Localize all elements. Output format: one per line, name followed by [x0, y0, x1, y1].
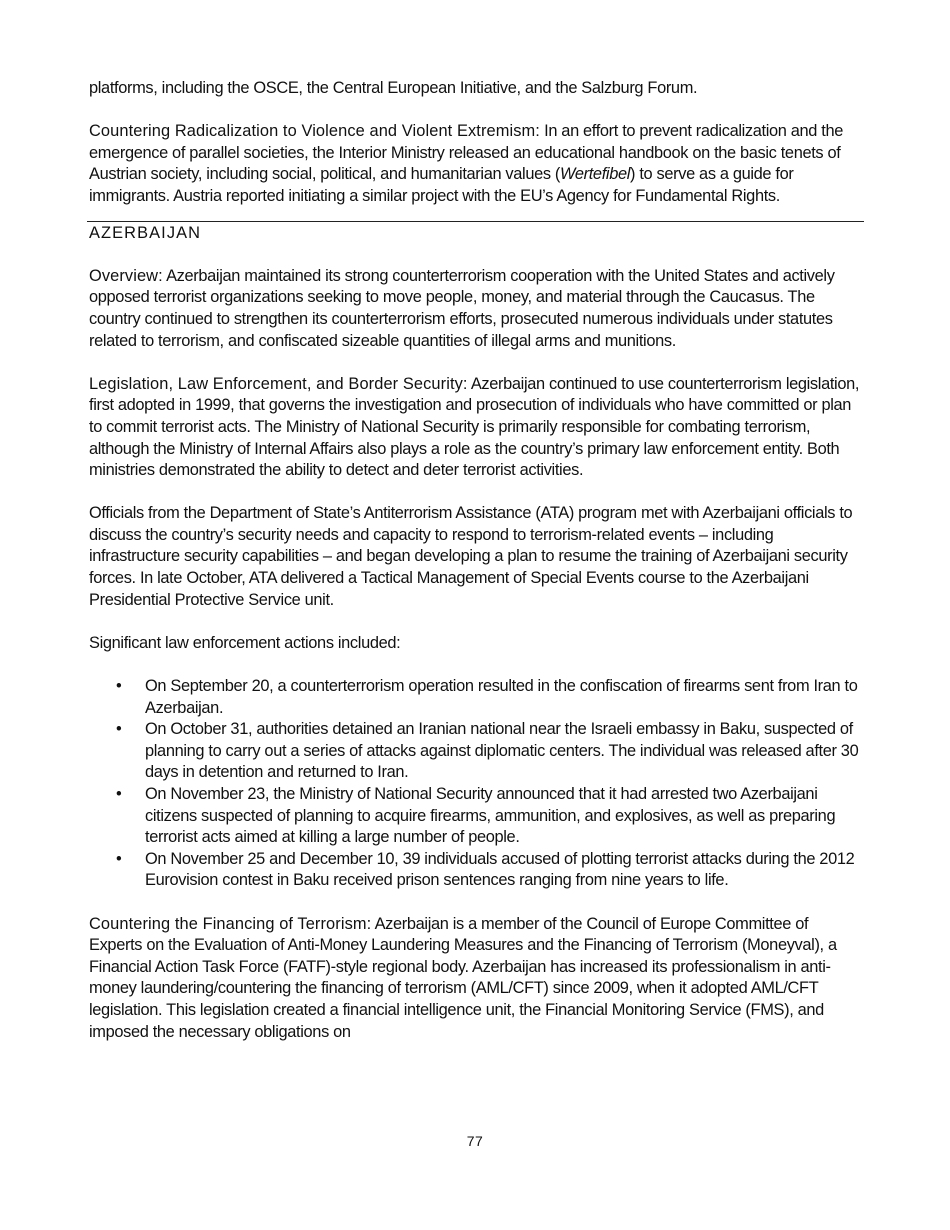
overview-text: Azerbaijan maintained its strong counterterrorism cooperation with the United States and actively opposed terrorist organizations seeking to move people, money, and material through the Caucasus. The country continued to strengthen its counterterrorism efforts, prosecuted numerous individuals under statutes related to terrorism, and confiscated sizeable quantities of illegal arms and munitions. [89, 266, 835, 350]
financing-paragraph [89, 914, 862, 1044]
wertefibel-term: Wertefibel [560, 165, 631, 184]
list-item-text: On November 25 and December 10, 39 individuals accused of plotting terrorist attacks during the 2012 Eurovision contest in Baku received prison sentences ranging from nine years to life. [145, 849, 855, 890]
section-divider [87, 221, 864, 222]
austria-cve-paragraph [89, 121, 862, 207]
section-title-azerbaijan: AZERBAIJAN [89, 223, 202, 242]
austria-cve-text-after: ) to serve as a guide for immigrants. Austria reported initiating a similar project with the EU’s Agency for Fundamental Rights. [89, 165, 794, 205]
bullet-icon: • [116, 720, 122, 739]
legislation-text: Azerbaijan continued to use counterterrorism legislation, first adopted in 1999, that governs the investigation and prosecution of individuals who have committed or plan to commit terrorist acts. The Ministry of National Security is primarily responsible for combating terrorism, although the Ministry of Internal Affairs also plays a role as the country’s primary law enforcement entity. Both ministries demonstrated the ability to detect and deter terrorist activities. [89, 374, 860, 480]
list-item [89, 676, 862, 719]
austria-cve-heading: Countering Radicalization to Violence and Violent Extremism: [89, 122, 540, 141]
bullet-icon: • [116, 785, 122, 803]
actions-intro: Significant law enforcement actions included: [89, 633, 401, 652]
list-item [89, 784, 862, 849]
financing-heading: Countering the Financing of Terrorism: [89, 914, 372, 933]
actions-list [89, 676, 862, 892]
austria-cve-text-before: In an effort to prevent radicalization and the emergence of parallel societies, the Interior Ministry released an educational handbook on the basic tenets of Austrian society, including social, political, and humanitarian values ( [89, 122, 843, 184]
page-number: 77 [466, 1133, 484, 1149]
financing-text: Azerbaijan is a member of the Council of Europe Committee of Experts on the Evaluation of Anti-Money Laundering Measures and the Financing of Terrorism (Moneyval), a Financial Action Task Force (FATF)-style regional body. Azerbaijan has increased its professionalism in anti-money laundering/countering the financing of terrorism (AML/CFT) since 2009, when it adopted AML/CFT legislation. This legislation created a financial intelligence unit, the Financial Monitoring Service (FMS), and imposed the necessary obligations on [89, 914, 837, 1041]
list-item [89, 849, 862, 892]
list-item [89, 719, 862, 784]
list-item-text: On November 23, the Ministry of National Security announced that it had arrested two Azerbaijani citizens suspected of planning to acquire firearms, ammunition, and explosives, as well as preparing terrorist acts aimed at killing a large number of people. [145, 785, 836, 847]
legislation-heading: Legislation, Law Enforcement, and Border Security: [89, 374, 468, 393]
document-page [89, 78, 862, 1043]
bullet-icon: • [116, 849, 122, 868]
intro-continuation: platforms, including the OSCE, the Central European Initiative, and the Salzburg Forum. [89, 79, 698, 97]
legislation-paragraph [89, 374, 862, 482]
ata-paragraph: Officials from the Department of State’s Antiterrorism Assistance (ATA) program met with Azerbaijani officials to discuss the country’s security needs and capacity to respond to terrorism-related events – including infrastructure security capabilities – and began developing a plan to resume the training of Azerbaijani security forces. In late October, ATA delivered a Tactical Management of Special Events course to the Azerbaijani Presidential Protective Service unit. [89, 504, 853, 609]
list-item-text: On September 20, a counterterrorism operation resulted in the confiscation of firearms sent from Iran to Azerbaijan. [145, 677, 858, 717]
list-item-text: On October 31, authorities detained an Iranian national near the Israeli embassy in Baku, suspected of planning to carry out a series of attacks against diplomatic centers. The individual was released after 30 days in detention and returned to Iran. [145, 720, 859, 782]
bullet-icon: • [116, 677, 122, 696]
overview-heading: Overview: [89, 266, 163, 285]
overview-paragraph [89, 266, 862, 352]
